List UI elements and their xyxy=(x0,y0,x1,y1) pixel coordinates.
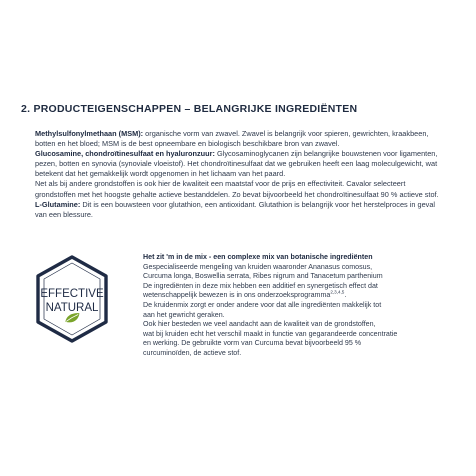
badge-line-2: NATURAL xyxy=(45,302,99,314)
mix-line-9: en werking. De gebruikte vorm van Curcuma bevat bijvoorbeeld 95 % xyxy=(143,339,362,348)
mix-line-7: Ook hier besteden we veel aandacht aan de kwaliteit van de grondstoffen, xyxy=(143,320,376,329)
mix-line-8: wat bij kruiden echt het verschil maakt in functie van gegarandeerde concentratie xyxy=(143,329,398,338)
mix-line-1: Gespecialiseerde mengeling van kruiden waaronder Ananasus comosus, xyxy=(143,262,373,271)
leaf-icon xyxy=(65,313,79,322)
mix-line-5: De kruidenmix zorgt er onder andere voor dat alle ingrediënten makkelijk tot xyxy=(143,300,382,309)
mix-line-2: Curcuma longa, Boswellia serrata, Ribes nigrum and Tanacetum parthenium xyxy=(143,272,383,281)
ingredients-text xyxy=(35,129,447,220)
mix-line-3: De ingrediënten in deze mix hebben een additief en synergetisch effect dat xyxy=(143,281,378,290)
mix-line-4-end: . xyxy=(344,291,347,300)
msm-paragraph xyxy=(35,129,447,149)
glucosamine-label: Glucosamine, chondroïtinesulfaat en hyaluronzuur: xyxy=(35,149,215,159)
msm-label: Methylsulfonylmethaan (MSM): xyxy=(35,129,144,138)
mix-line-4-text: wetenschappelijk bewezen is in ons onderzoeksprogramma xyxy=(143,291,331,300)
glucosamine-text: Glycosaminoglycanen zijn belangrijke bouwstenen voor ligamenten, pezen, botten en synovia (synoviale vloeistof). Het chondroïtinesulfaat dat we gebruiken heeft een laag moleculgewicht, wat betekent dat het gemakkelijk wordt opgenomen in het lichaam van het paard. xyxy=(35,149,438,179)
section-number: 2. xyxy=(21,103,31,115)
reference-superscript: 2,3,4,5 xyxy=(330,290,345,296)
msm-text: organische vorm van zwavel. Zwavel is belangrijk voor spieren, gewrichten, kraakbeen, botten en het bloed; MSM is de best opneembare en biologisch beschikbare bron van zwavel. xyxy=(35,129,429,149)
section-heading xyxy=(21,103,357,115)
mix-line-6: aan het gewricht geraken. xyxy=(143,310,225,319)
botanical-mix-section xyxy=(143,253,453,359)
mix-title: Het zit 'm in de mix - een complexe mix van botanische ingrediënten xyxy=(143,253,373,261)
effective-natural-badge xyxy=(32,254,112,344)
glutamine-text: Dit is een bouwsteen voor glutathion, een antioxidant. Glutathion is belangrijk voor het herstelproces in geval van een blessure. xyxy=(35,199,436,219)
mix-line-10: curcuminoïden, de actieve stof. xyxy=(143,348,242,357)
glutamine-paragraph xyxy=(35,200,447,220)
section-title: PRODUCTEIGENSCHAPPEN – BELANGRIJKE INGREDIËNTEN xyxy=(33,103,358,115)
badge-line-1: EFFECTIVE xyxy=(40,288,104,300)
glucosamine-paragraph xyxy=(35,149,447,179)
mix-line-4 xyxy=(143,291,453,301)
glutamine-label: L-Glutamine: xyxy=(35,199,81,209)
quality-paragraph: Net als bij andere grondstoffen is ook hier de kwaliteit een maatstaf voor de prijs en effectiviteit. Cavalor selecteert grondstoffen met het hoogste gehalte actieve bestanddelen. Zo bevat bijvoorbeeld het chondroïtinesulfaat 90 % actieve stof. xyxy=(35,179,439,199)
